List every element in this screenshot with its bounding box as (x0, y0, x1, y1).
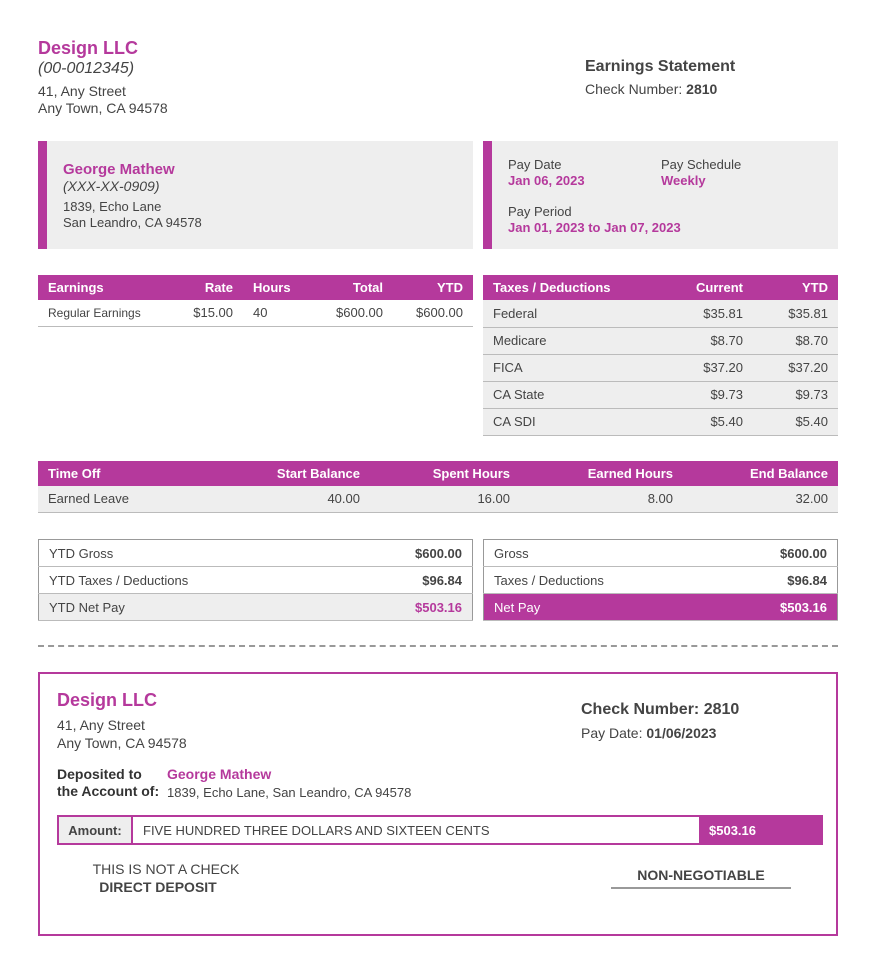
employee-panel (38, 141, 473, 249)
table-row (38, 486, 838, 512)
table-row (483, 300, 838, 327)
taxes-header-row (483, 275, 838, 300)
spent-hours: 16.00 (370, 486, 520, 512)
statement-check-number (585, 81, 717, 97)
non-negotiable-label: NON-NEGOTIABLE (611, 867, 791, 889)
cut-line-divider (38, 645, 838, 647)
table-row (38, 300, 473, 326)
amount-in-words: FIVE HUNDRED THREE DOLLARS AND SIXTEEN CENTS (143, 822, 490, 838)
hours-header: Hours (243, 275, 308, 300)
earnings-header-row (38, 275, 473, 300)
table-row (483, 354, 838, 381)
pay-date-label: Pay Date (508, 157, 562, 172)
stub-pay-date (581, 725, 716, 741)
taxes-value: $96.84 (717, 567, 838, 594)
tax-current: $8.70 (658, 327, 753, 354)
tax-name: FICA (483, 354, 658, 381)
tax-name: Federal (483, 300, 658, 327)
direct-deposit-label: DIRECT DEPOSIT (99, 879, 217, 895)
ytd-net-pay-value: $503.16 (344, 594, 473, 621)
pay-period-value: Jan 01, 2023 to Jan 07, 2023 (508, 220, 681, 235)
tax-ytd: $37.20 (753, 354, 838, 381)
ytd-taxes-label: YTD Taxes / Deductions (39, 567, 344, 594)
ytd-taxes-value: $96.84 (344, 567, 473, 594)
taxes-table (483, 275, 838, 436)
ytd-gross-label: YTD Gross (39, 540, 344, 567)
pay-schedule-label: Pay Schedule (661, 157, 742, 172)
ytd-header: YTD (393, 275, 473, 300)
stub-check-number-label: Check Number: (581, 701, 700, 718)
earning-total: $600.00 (308, 300, 393, 326)
deposit-stub (38, 672, 838, 936)
earned-hours-header: Earned Hours (520, 461, 683, 486)
company-address-line2: Any Town, CA 94578 (38, 100, 168, 116)
check-number-label: Check Number: (585, 81, 683, 97)
summary-row (39, 594, 473, 621)
table-row (483, 408, 838, 435)
summary-row (484, 594, 838, 621)
payee-address: 1839, Echo Lane, San Leandro, CA 94578 (167, 785, 412, 800)
earning-type: Regular Earnings (38, 300, 178, 326)
ytd-gross-value: $600.00 (344, 540, 473, 567)
pay-date-value: Jan 06, 2023 (508, 173, 585, 188)
employee-ssn: (XXX-XX-0909) (63, 178, 160, 194)
pay-info-panel (483, 141, 838, 249)
tax-name: Medicare (483, 327, 658, 354)
earning-hours: 40 (243, 300, 308, 326)
earning-rate: $15.00 (178, 300, 243, 326)
tax-current: $37.20 (658, 354, 753, 381)
tax-ytd: $8.70 (753, 327, 838, 354)
table-row (483, 381, 838, 408)
ytd-net-pay-label: YTD Net Pay (39, 594, 344, 621)
total-header: Total (308, 275, 393, 300)
taxes-label: Taxes / Deductions (484, 567, 717, 594)
taxes-ytd-header: YTD (753, 275, 838, 300)
earning-ytd: $600.00 (393, 300, 473, 326)
stub-check-number (581, 701, 739, 719)
company-id: (00-0012345) (38, 60, 135, 77)
employee-address-line1: 1839, Echo Lane (63, 199, 162, 214)
payee-name: George Mathew (167, 766, 272, 782)
deposited-to-line1: Deposited to (57, 766, 142, 782)
earnings-header: Earnings (38, 275, 178, 300)
net-pay-label: Net Pay (484, 594, 717, 621)
employee-address-line2: San Leandro, CA 94578 (63, 215, 202, 230)
summary-row (39, 540, 473, 567)
tax-current: $5.40 (658, 408, 753, 435)
summary-row (484, 567, 838, 594)
earnings-table (38, 275, 473, 327)
stub-address-line2: Any Town, CA 94578 (57, 735, 187, 751)
tax-current: $35.81 (658, 300, 753, 327)
rate-header: Rate (178, 275, 243, 300)
current-summary-table (483, 539, 838, 621)
deposited-to-line2: the Account of: (57, 783, 160, 799)
gross-label: Gross (484, 540, 717, 567)
amount-value: $503.16 (699, 817, 821, 843)
pay-period-label: Pay Period (508, 204, 572, 219)
current-header: Current (658, 275, 753, 300)
stub-pay-date-value: 01/06/2023 (646, 725, 717, 741)
taxes-header: Taxes / Deductions (483, 275, 658, 300)
end-balance-header: End Balance (683, 461, 838, 486)
time-off-header-row (38, 461, 838, 486)
gross-value: $600.00 (717, 540, 838, 567)
company-name: Design LLC (38, 38, 139, 58)
tax-ytd: $5.40 (753, 408, 838, 435)
spent-hours-header: Spent Hours (370, 461, 520, 486)
start-balance: 40.00 (208, 486, 370, 512)
end-balance: 32.00 (683, 486, 838, 512)
summary-row (39, 567, 473, 594)
amount-label: Amount: (59, 817, 133, 843)
stub-pay-date-label: Pay Date: (581, 725, 643, 741)
net-pay-value: $503.16 (717, 594, 838, 621)
employee-name: George Mathew (63, 161, 175, 178)
table-row (483, 327, 838, 354)
time-off-header: Time Off (38, 461, 208, 486)
company-address-line1: 41, Any Street (38, 83, 126, 99)
pay-schedule-value: Weekly (661, 173, 706, 188)
tax-name: CA SDI (483, 408, 658, 435)
amount-row (57, 815, 823, 845)
tax-name: CA State (483, 381, 658, 408)
earned-hours: 8.00 (520, 486, 683, 512)
check-number-value: 2810 (686, 81, 718, 97)
stub-check-number-value: 2810 (703, 701, 740, 718)
tax-ytd: $9.73 (753, 381, 838, 408)
deposited-to-label (57, 766, 159, 800)
start-balance-header: Start Balance (208, 461, 370, 486)
stub-address-line1: 41, Any Street (57, 717, 145, 733)
summary-row (484, 540, 838, 567)
tax-ytd: $35.81 (753, 300, 838, 327)
time-off-type: Earned Leave (38, 486, 208, 512)
stub-company-name: Design LLC (57, 690, 158, 710)
tax-current: $9.73 (658, 381, 753, 408)
not-a-check-notice: THIS IS NOT A CHECK (92, 861, 240, 877)
ytd-summary-table (38, 539, 473, 621)
statement-title: Earnings Statement (585, 58, 736, 75)
time-off-table (38, 461, 838, 513)
